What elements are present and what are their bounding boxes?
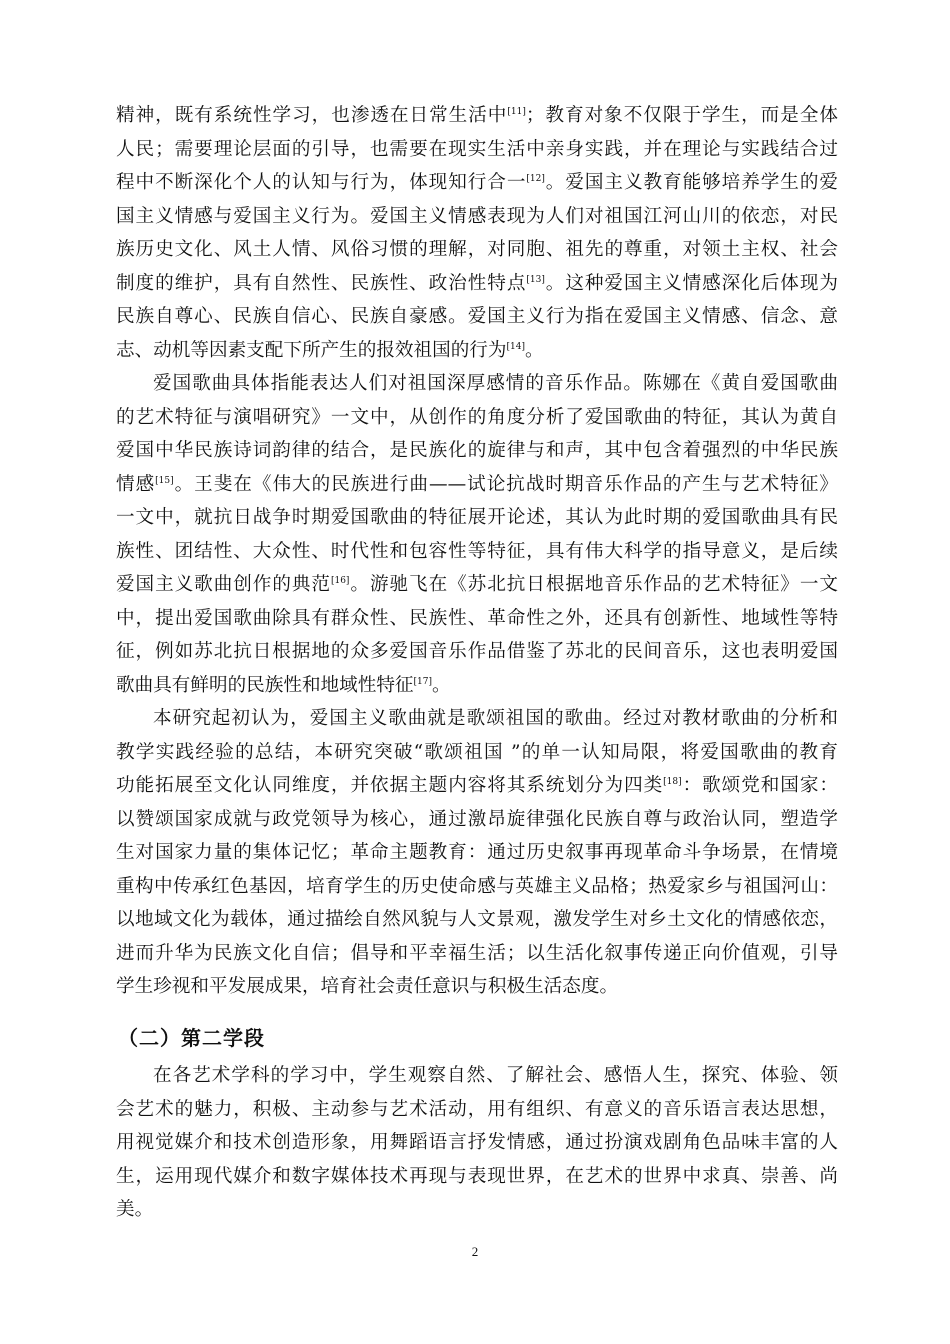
text-run: 会艺术的魅力，积极、主动参与艺术活动，用有组织、有意义的音乐语言表达思想， xyxy=(116,1098,838,1120)
text-run: 生，运用现代媒介和数字媒体技术再现与表现世界，在艺术的世界中求真、崇善、尚 xyxy=(116,1165,838,1187)
text-run: 教学实践经验的总结，本研究突破“歌颂祖国 ”的单一认知局限，将爱国歌曲的教育 xyxy=(116,741,838,763)
text-line xyxy=(116,367,838,401)
citation-ref: [16] xyxy=(330,576,350,586)
text-run: 。爱国主义教育能够培养学生的爱 xyxy=(544,172,838,193)
text-line xyxy=(116,870,838,904)
text-run: 重构中传承红色基因，培育学生的历史使命感与英雄主义品格；热爱家乡与祖国河山： xyxy=(116,875,838,897)
text-line xyxy=(116,468,838,502)
text-run: 。王斐在《伟大的民族进行曲——试论抗战时期音乐作品的产生与艺术特征》 xyxy=(173,473,838,495)
text-run: 制度的维护，具有自然性、民族性、政治性特点 xyxy=(116,272,527,294)
text-line xyxy=(116,434,838,468)
para-second-stage xyxy=(116,1059,838,1227)
text-line xyxy=(116,200,838,234)
body-text-bottom xyxy=(116,1059,838,1227)
text-run: 学生珍视和平发展成果，培育社会责任意识与积极生活态度。 xyxy=(116,976,619,997)
text-line xyxy=(116,267,838,301)
text-line xyxy=(116,1093,838,1127)
text-run: 族历史文化、风土人情、风俗习惯的理解，对同胞、祖先的尊重，对领土主权、社会 xyxy=(116,239,838,260)
page-number: 2 xyxy=(471,1244,479,1259)
text-run: ：歌颂党和国家： xyxy=(681,775,838,796)
text-line xyxy=(116,535,838,569)
text-run: 一文中，就抗日战争时期爱国歌曲的特征展开论述，其认为此时期的爱国歌曲具有民 xyxy=(116,507,838,528)
text-line xyxy=(116,937,838,971)
text-run: 以赞颂国家成就与政党领导为核心，通过激昂旋律强化民族自尊与政治认同，塑造学 xyxy=(116,808,838,830)
text-run: 志、动机等因素支配下所产生的报效祖国的行为 xyxy=(116,339,507,361)
text-run: 在各艺术学科的学习中，学生观察自然、了解社会、感悟人生，探究、体验、领 xyxy=(153,1065,838,1086)
text-run: 爱国主义歌曲创作的典范 xyxy=(116,574,331,595)
text-line xyxy=(116,1193,838,1227)
text-run: 爱国歌曲具体指能表达人们对祖国深厚感情的音乐作品。陈娜在《黄自爱国歌曲 xyxy=(153,373,838,394)
text-line xyxy=(116,702,838,736)
text-run: 用视觉媒介和技术创造形象，用舞蹈语言抒发情感，通过扮演戏剧角色品味丰富的人 xyxy=(116,1132,838,1153)
text-line xyxy=(116,803,838,837)
text-run: 以地域文化为载体，通过描绘自然风貌与人文景观，激发学生对乡土文化的情感依恋， xyxy=(116,909,838,930)
text-run: 民族自尊心、民族自信心、民族自豪感。爱国主义行为指在爱国主义情感、信念、意 xyxy=(116,306,838,327)
text-line xyxy=(116,300,838,334)
para-patriotic-songs xyxy=(116,367,838,702)
text-line xyxy=(116,970,838,1004)
text-line xyxy=(116,836,838,870)
text-run: 精神，既有系统性学习，也渗透在日常生活中 xyxy=(116,105,508,126)
citation-ref: [18] xyxy=(663,777,682,787)
text-run: 征，例如苏北抗日根据地的众多爱国音乐作品借鉴了苏北的民间音乐，这也表明爱国 xyxy=(116,641,838,662)
text-line xyxy=(116,736,838,770)
text-run: 美。 xyxy=(116,1199,154,1220)
text-run: 人民；需要理论层面的引导，也需要在现实生活中亲身实践，并在理论与实践结合过 xyxy=(116,138,838,160)
text-line xyxy=(116,568,838,602)
citation-ref: [12] xyxy=(526,174,545,184)
body-text-top xyxy=(116,99,838,1004)
citation-ref: [13] xyxy=(526,274,545,285)
citation-ref: [17] xyxy=(413,676,432,687)
text-run: 本研究起初认为，爱国主义歌曲就是歌颂祖国的歌曲。经过对教材歌曲的分析和 xyxy=(153,708,838,729)
text-run: 功能拓展至文化认同维度，并依据主题内容将其系统划分为四类 xyxy=(116,775,664,796)
citation-ref: [15] xyxy=(155,475,174,486)
text-line xyxy=(116,602,838,636)
text-run: 。游驰飞在《苏北抗日根据地音乐作品的艺术特征》一文 xyxy=(349,574,838,595)
text-run: 国主义情感与爱国主义行为。爱国主义情感表现为人们对祖国江河山川的依恋，对民 xyxy=(116,205,838,227)
text-run: 进而升华为民族文化自信；倡导和平幸福生活；以生活化叙事传递正向价值观，引导 xyxy=(116,942,838,964)
text-line xyxy=(116,1059,838,1093)
text-line xyxy=(116,99,838,133)
section-heading: （二）第二学段 xyxy=(118,1026,265,1050)
text-run: 的艺术特征与演唱研究》一文中，从创作的角度分析了爱国歌曲的特征，其认为黄自 xyxy=(116,406,838,428)
text-line xyxy=(116,635,838,669)
text-run: 爱国中华民族诗词韵律的结合，是民族化的旋律与和声，其中包含着强烈的中华民族 xyxy=(116,440,838,461)
text-line xyxy=(116,166,838,200)
para-patriotic-education xyxy=(116,99,838,367)
text-run: 族性、团结性、大众性、时代性和包容性等特征，具有伟大科学的指导意义，是后续 xyxy=(116,540,838,562)
text-line xyxy=(116,769,838,803)
text-run: 中，提出爱国歌曲除具有群众性、民族性、革命性之外，还具有创新性、地域性等特 xyxy=(116,607,838,629)
text-run: ；教育对象不仅限于学生，而是全体 xyxy=(525,105,838,126)
text-run: 生对国家力量的集体记忆；革命主题教育：通过历史叙事再现革命斗争场景，在情境 xyxy=(116,842,838,863)
text-line xyxy=(116,133,838,167)
citation-ref: [11] xyxy=(507,107,526,117)
text-run: 。 xyxy=(524,339,544,361)
text-run: 情感 xyxy=(116,473,156,495)
text-line xyxy=(116,669,838,703)
text-line xyxy=(116,401,838,435)
text-line xyxy=(116,233,838,267)
text-line xyxy=(116,1160,838,1194)
text-line xyxy=(116,334,838,368)
text-line xyxy=(116,501,838,535)
para-research-definition xyxy=(116,702,838,1004)
text-run: 。这种爱国主义情感深化后体现为 xyxy=(544,272,838,294)
text-run: 。 xyxy=(432,674,451,696)
citation-ref: [14] xyxy=(506,341,525,352)
text-line xyxy=(116,903,838,937)
text-run: 歌曲具有鲜明的民族性和地域性特征 xyxy=(116,674,414,696)
text-line xyxy=(116,1126,838,1160)
text-run: 程中不断深化个人的认知与行为，体现知行合一 xyxy=(116,172,527,193)
